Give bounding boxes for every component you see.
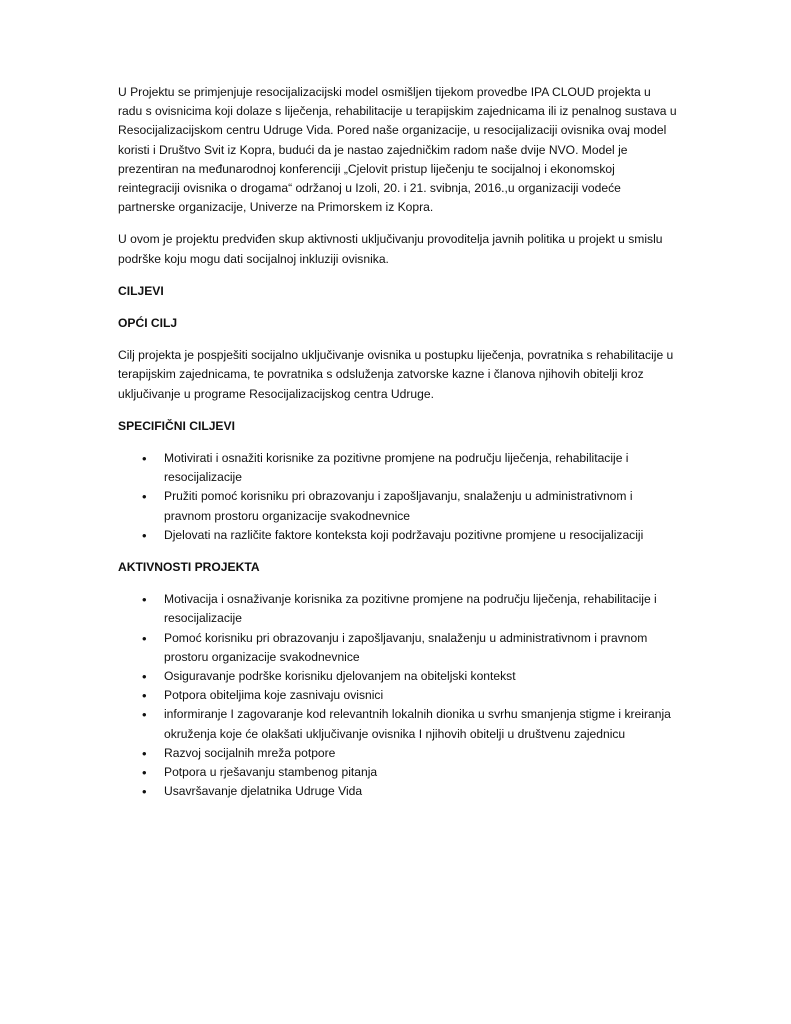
list-item: • Djelovati na različite faktore konteksta koji podržavaju pozitivne promjene u resocijalizaciji [118,526,678,545]
list-item: • Potpora u rješavanju stambenog pitanja [118,763,678,782]
goals-heading: CILJEVI [118,283,164,298]
intro-paragraph: U ovom je projektu predviđen skup aktivnosti uključivanju provoditelja javnih politika u projekt u smislu podrške koju mogu dati socijalnoj inkluziji ovisnika. [118,232,663,266]
document-page [118,83,678,815]
list-item: • Pružiti pomoć korisniku pri obrazovanju i zapošljavanju, snalaženju u administrativnom i pravnom prostoru organizacije svakodnevnice [118,487,678,525]
specific-goals-heading: SPECIFIČNI CILJEVI [118,418,235,433]
list-item: • Usavršavanje djelatnika Udruge Vida [118,782,678,801]
activities-heading: AKTIVNOSTI PROJEKTA [118,560,260,575]
list-item: • Motivacija i osnaživanje korisnika za pozitivne promjene na području liječenja, rehabilitacije i resocijalizacije [118,590,678,628]
list-item: • Potpora obiteljima koje zasnivaju ovisnici [118,686,678,705]
general-goal-text: Cilj projekta je pospješiti socijalno uključivanje ovisnika u postupku liječenja, povratnika s rehabilitacije u terapijskim zajednicama, te povratnika s odsluženja zatvorske kazne i članova njihovih obitelji kroz uključivanje u programe Resocijalizacijskog centra Udruge. [118,348,674,401]
general-goal-heading: OPĆI CILJ [118,316,178,331]
list-item: • informiranje I zagovaranje kod relevantnih lokalnih dionika u svrhu smanjenja stigme i kreiranja okruženja koje će olakšati uključivanje ovisnika I njihovih obitelji u društvenu zajednicu [118,705,678,743]
list-item: • Pomoć korisniku pri obrazovanju i zapošljavanju, snalaženju u administrativnom i pravnom prostoru organizacije svakodnevnice [118,629,678,667]
intro-paragraph: U Projektu se primjenjuje resocijalizacijski model osmišljen tijekom provedbe IPA CLOUD projekta u radu s ovisnicima koji dolaze s liječenja, rehabilitacije u terapijskim zajednicama ili iz penalnog sustava u Resocijalizacijskom centru Udruge Vida. Pored naše organizacije, u resocijalizaciji ovisnika ovaj model koristi i Društvo Svit iz Kopra, budući da je nastao zajedničkim radom naše dvije NVO. Model je prezentiran na međunarodnoj konferenciji „Cjelovit pristup liječenju te socijalnoj i ekonomskoj reintegraciji ovisnika o drogama“ održanoj u Izoli, 20. i 21. svibnja, 2016.,u organizaciji vodeće partnerske organizacije, Univerze na Primorskem iz Kopra. [118,85,677,215]
list-item: • Motivirati i osnažiti korisnike za pozitivne promjene na području liječenja, rehabilitacije i resocijalizacije [118,449,678,487]
list-item: • Razvoj socijalnih mreža potpore [118,744,678,763]
specific-goals-list [118,449,678,545]
activities-list [118,590,678,801]
list-item: • Osiguravanje podrške korisniku djelovanjem na obiteljski kontekst [118,667,678,686]
